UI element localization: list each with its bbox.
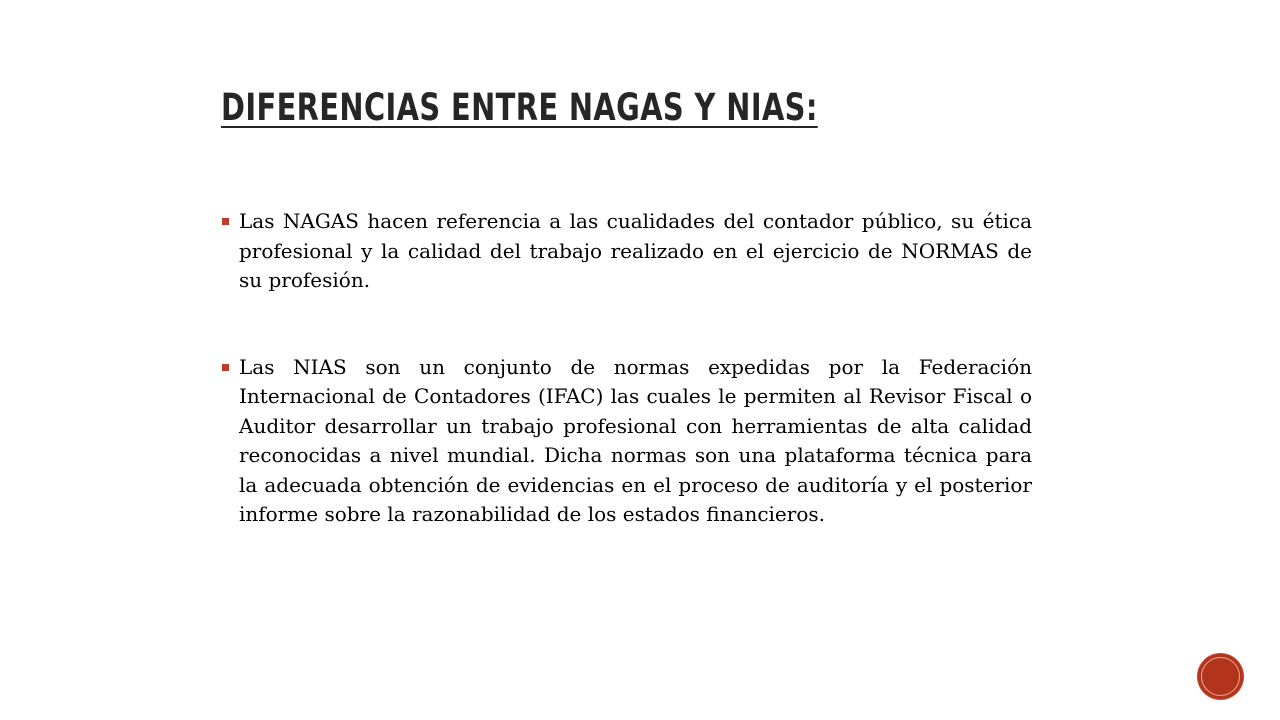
slide-title: DIFERENCIAS ENTRE NAGAS Y NIAS: <box>221 86 818 129</box>
bullet-text: Las NAGAS hacen referencia a las cualidades del contador público, su ética profesional y la calidad del trabajo realizado en el ejercicio de NORMAS de su profesión. <box>239 209 1032 292</box>
square-bullet-icon <box>222 218 229 225</box>
bullet-item-nagas <box>220 207 1032 296</box>
bullet-text: Las NIAS son un conjunto de normas expedidas por la Federación Internacional de Contadores (IFAC) las cuales le permiten al Revisor Fiscal o Auditor desarrollar un trabajo profesional con herramientas de alta calidad reconocidas a nivel mundial. Dicha normas son una plataforma técnica para la adecuada obtención de evidencias en el proceso de auditoría y el posterior informe sobre la razonabilidad de los estados financieros. <box>239 354 1032 526</box>
slide-nav-button[interactable] <box>1198 654 1243 699</box>
square-bullet-icon <box>222 364 229 371</box>
bullet-item-nias <box>220 353 1032 530</box>
slide-content <box>220 207 1032 530</box>
